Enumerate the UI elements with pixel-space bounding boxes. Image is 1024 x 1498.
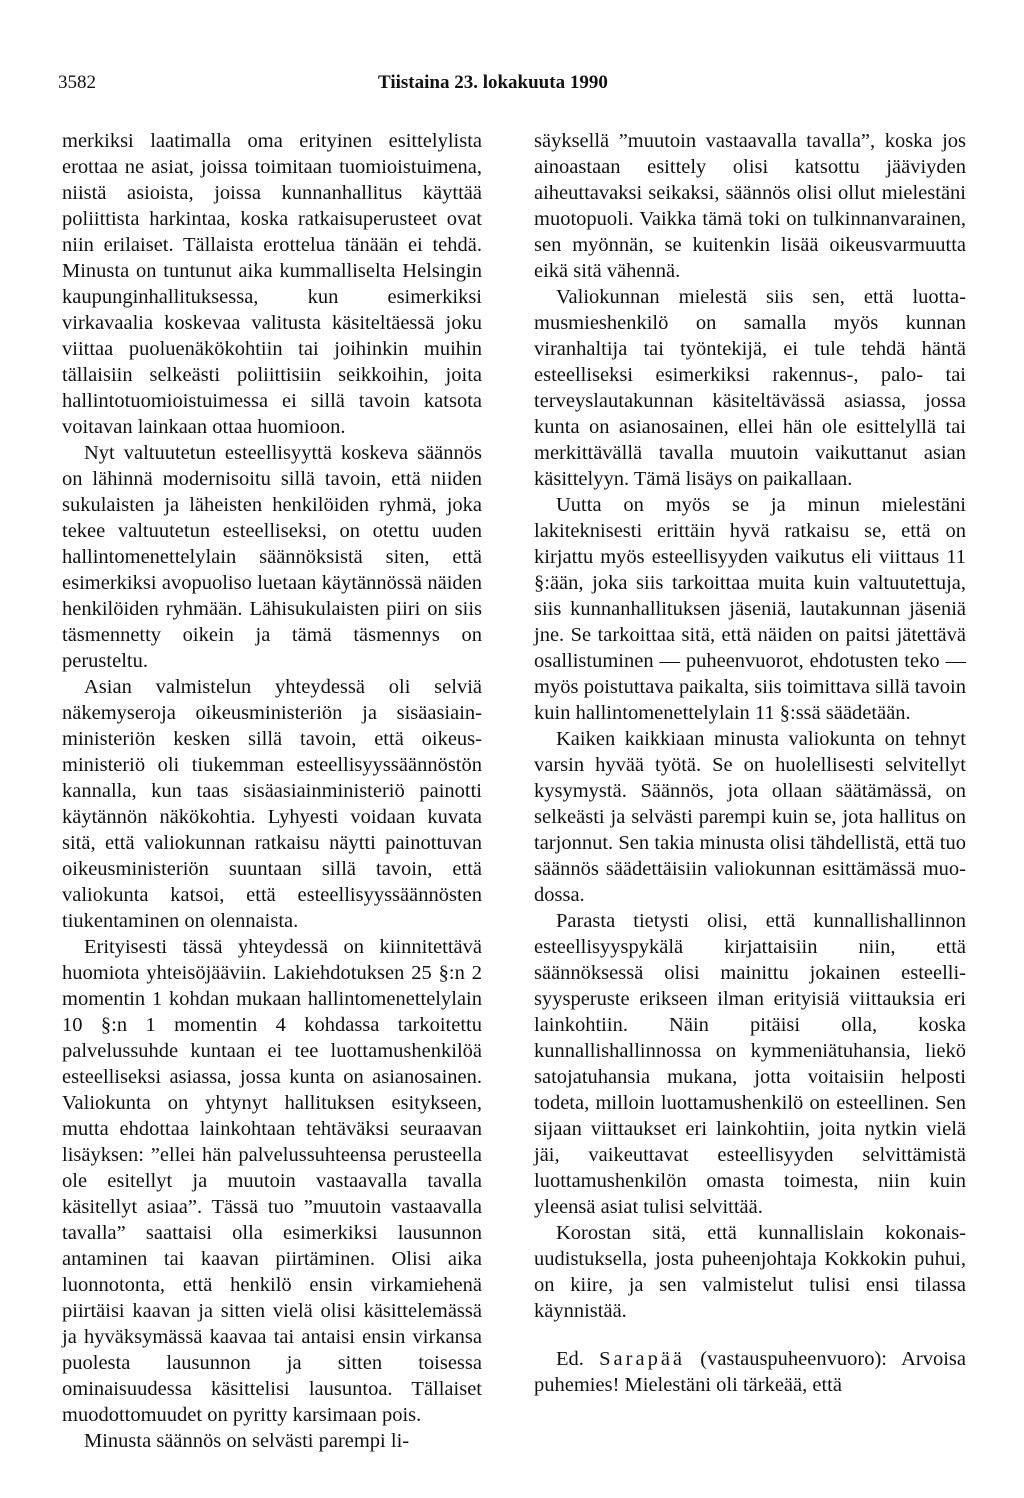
paragraph: Erityisesti tässä yhteydessä on kiinnitettävä huomiota yhteisöjääviin. Lakiehdotuksen 25 §:n 2 momentin 1 kohdan mukaan hallintomenettelylain 10 §:n 1 momentin 4 kohdassa tarkoitettu palvelussuhde kuntaan ei tee luottamushenkilöä esteelliseksi asiassa, jossa kunta on asianosainen. Valiokunta on yhtynyt hallituksen esitykseen, mutta ehdottaa lainkohtaan tehtäväksi seuraavan lisäyksen: ”ellei hän palvelussuhteensa perusteella ole esitellyt ja muutoin vastaavalla tavalla käsitellyt asiaa”. Tässä tuo ”muutoin vastaavalla tavalla” saattaisi olla esimerkiksi lausunnon antaminen tai kaavan piirtäminen. Olisi aika luonnotonta, että henkilö ensin virkamiehenä piirtäisi kaavan ja sitten vielä olisi käsittelemässä ja hyväksymässä kaavaa tai antaisi ensin virkansa puolesta lausunnon ja sitten toisessa ominaisuudessa käsittelisi lausuntoa. Tällaiset muodottomuudet on pyritty karsimaan pois. [62, 936, 482, 1426]
paragraph: Valiokunnan mielestä siis sen, että luottamusmieshenkilö on samalla myös kunnan viranhaltija tai työntekijä, ei tule tehdä häntä esteelliseksi esimerkiksi rakennus-, palo- tai terveyslautakunnan käsiteltävässä asiassa, jossa kunta on asianosainen, ellei hän ole esittelyllä tai merkittävällä tavalla muutoin vaikuttanut asian käsittelyyn. Tämä lisäys on paikallaan. [534, 286, 966, 490]
speaker-note: (vastauspuheenvuoro): Arvoisa puhemies! Mielestäni oli tärkeää, että [534, 1348, 966, 1396]
left-column [62, 128, 482, 1454]
page-number: 3582 [58, 72, 96, 93]
right-column [534, 128, 966, 1398]
session-date: Tiistaina 23. lokakuuta 1990 [378, 72, 608, 93]
paragraph: Kaiken kaikkiaan minusta valiokunta on tehnyt varsin hyvää työtä. Se on huolellisesti selvitellyt kysymystä. Säännös, jota ollaan säätämässä, on selkeästi ja selvästi parempi kuin se, jota hallitus on tarjonnut. Sen takia minusta olisi tähdellistä, että tuo säännös säädettäisiin valiokunnan esittämässä muodossa. [534, 728, 966, 906]
paragraph: Uutta on myös se ja minun mielestäni lakiteknisesti erittäin hyvä ratkaisu se, että on kirjattu myös esteellisyyden vaikutus eli viittaus 11 §:ään, joka siis tarkoittaa muita kuin valtuutettuja, siis kunnanhallituksen jäseniä, lautakunnan jäseniä jne. Se tarkoittaa sitä, että näiden on paitsi jätettävä osallistuminen — puheenvuorot, ehdotusten teko — myös poistuttava paikalta, siis toimittava sillä tavoin kuin hallintomenettelylain 11 §:ssä säädetään. [534, 494, 966, 724]
paragraph: Asian valmistelun yhteydessä oli selviä näkemyseroja oikeusministeriön ja sisäasiainministeriön kesken sillä tavoin, että oikeusministeriö oli tiukemman esteellisyyssäännöstön kannalla, kun taas sisäasiainministeriö painotti käytännön näkökohtia. Lyhyesti voidaan kuvata sitä, että valiokunnan ratkaisu näytti painottuvan oikeusministeriön suuntaan sillä tavoin, että valiokunta katsoi, että esteellisyyssäännösten tiukentaminen on olennaista. [62, 676, 482, 932]
speaker-prefix: Ed. [556, 1348, 600, 1370]
paragraph: Minusta säännös on selvästi parempi li- [84, 1430, 410, 1452]
paragraph: merkiksi laatimalla oma erityinen esittelylista erottaa ne asiat, joissa toimitaan tuomioistuimena, niistä asioista, joissa kunnanhallitus käyttää poliittista harkintaa, koska ratkaisuperusteet ovat niin erilaiset. Tällaista erottelua tänään ei tehdä. Minusta on tuntunut aika kummalliselta Helsingin kaupunginhallituksessa, kun esimerkiksi virkavaalia koskevaa valitusta käsiteltäessä joku viittaa puoluenäkökohtiin tai joihinkin muihin tällaisiin selkeästi poliittisiin seikkoihin, joita hallintotuomioistuimessa ei sillä tavoin katsota voitavan lainkaan ottaa huomioon. [62, 130, 482, 438]
speaker-paragraph [534, 1346, 966, 1398]
paragraph: säyksellä ”muutoin vastaavalla tavalla”, koska jos ainoastaan esittely olisi katsottu jääviyden aiheuttavaksi seikaksi, säännös olisi ollut mielestäni muotopuoli. Vaikka tämä toki on tulkinnanvarainen, sen myönnän, se kuitenkin lisää oikeusvarmuutta eikä sitä vähennä. [534, 130, 966, 282]
speaker-name: Sarapää [599, 1348, 686, 1370]
paragraph: Nyt valtuutetun esteellisyyttä koskeva säännös on lähinnä modernisoitu sillä tavoin, että niiden sukulaisten ja läheisten henkilöiden ryhmä, joka tekee valtuutetun esteelliseksi, on otettu uuden hallintomenettelylain säännöksistä siten, että esimerkiksi avopuoliso luetaan käytännössä näiden henkilöiden ryhmään. Lähisukulaisten piiri on siis täsmennetty oikein ja tämä täsmennys on perusteltu. [62, 442, 482, 672]
paragraph: Parasta tietysti olisi, että kunnallishallinnon esteellisyyspykälä kirjattaisiin niin, että säännöksessä olisi mainittu jokainen esteellisyysperuste erikseen ilman erityisiä viittauksia eri lainkohtiin. Näin pitäisi olla, koska kunnallishallinnossa on kymmeniätuhansia, liekö satojatuhansia mukana, jotta voitaisiin helposti todeta, milloin luottamushenkilö on esteellinen. Sen sijaan viittaukset eri lainkohtiin, joita nytkin vielä jäi, vaikeuttavat esteellisyyden selvittämistä luottamushenkilön omasta toimesta, niin kuin yleensä asiat tulisi selvittää. [534, 910, 966, 1218]
running-header [58, 72, 968, 102]
paragraph: Korostan sitä, että kunnallislain kokonaisuudistuksella, josta puheenjohtaja Kokkokin puhui, on kiire, ja sen valmistelut tulisi ensi tilassa käynnistää. [534, 1222, 966, 1322]
